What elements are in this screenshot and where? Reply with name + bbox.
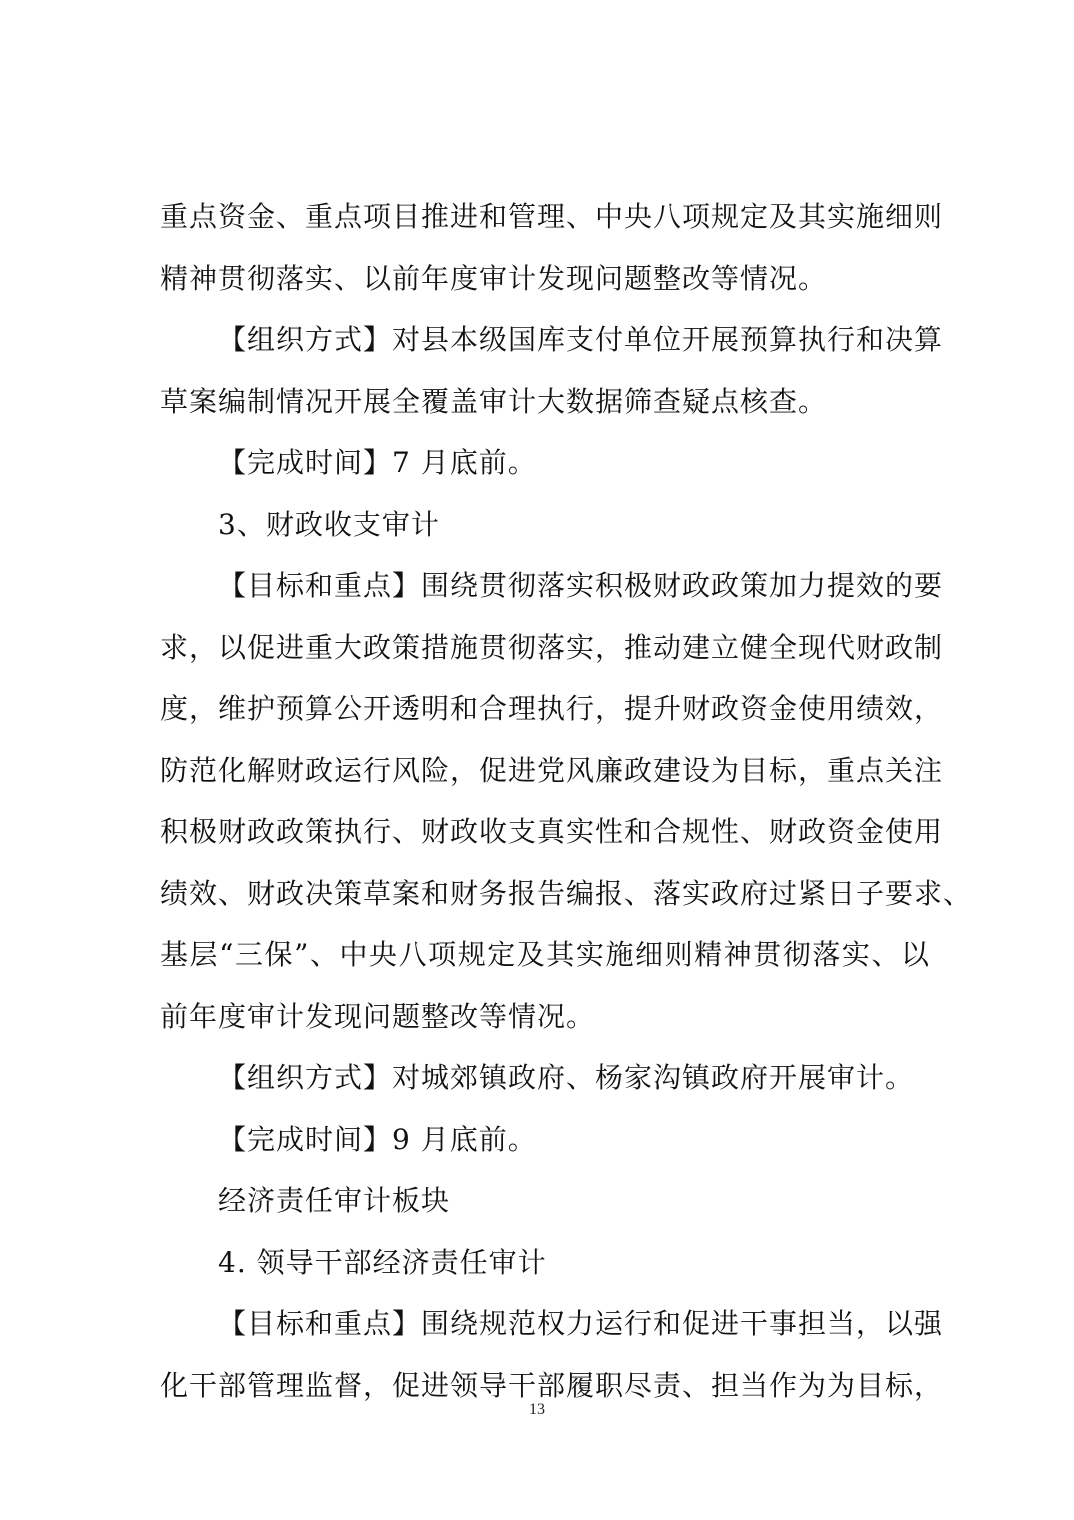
- text-line-16: 【完成时间】9 月底前。: [218, 1122, 537, 1156]
- section-heading-block: 经济责任审计板块: [218, 1184, 451, 1217]
- page-number: 13: [529, 1401, 545, 1418]
- text-line-4: 草案编制情况开展全覆盖审计大数据筛查疑点核查。: [160, 384, 828, 418]
- text-line-11: 积极财政政策执行、财政收支真实性和合规性、财政资金使用: [160, 815, 944, 848]
- text-line-20: 化干部管理监督，促进领导干部履职尽责、担当作为为目标，: [160, 1368, 944, 1402]
- text-line-13: 基层“三保”、中央八项规定及其实施细则精神贯彻落实、以: [160, 938, 930, 971]
- text-line-12: 绩效、财政决策草案和财务报告编报、落实政府过紧日子要求、: [160, 876, 973, 910]
- text-line-7: 【目标和重点】围绕贯彻落实积极财政政策加力提效的要: [218, 569, 944, 602]
- text-line-14: 前年度审计发现问题整改等情况。: [160, 999, 596, 1033]
- text-line-5: 【完成时间】7 月底前。: [218, 446, 537, 479]
- text-line-2: 精神贯彻落实、以前年度审计发现问题整改等情况。: [160, 261, 828, 295]
- text-line-1: 重点资金、重点项目推进和管理、中央八项规定及其实施细则: [160, 200, 944, 233]
- section-heading-3: 3、财政收支审计: [218, 507, 440, 541]
- text-line-3: 【组织方式】对县本级国库支付单位开展预算执行和决算: [218, 323, 944, 356]
- text-line-9: 度，维护预算公开透明和合理执行，提升财政资金使用绩效，: [160, 692, 944, 725]
- text-line-19: 【目标和重点】围绕规范权力运行和促进干事担当，以强: [218, 1307, 944, 1340]
- body-text: [160, 186, 973, 1416]
- text-line-15: 【组织方式】对城郊镇政府、杨家沟镇政府开展审计。: [218, 1061, 915, 1094]
- text-line-8: 求，以促进重大政策措施贯彻落实，推动建立健全现代财政制: [160, 630, 944, 664]
- section-heading-4: 4. 领导干部经济责任审计: [218, 1245, 547, 1279]
- text-line-10: 防范化解财政运行风险，促进党风廉政建设为目标，重点关注: [160, 753, 944, 787]
